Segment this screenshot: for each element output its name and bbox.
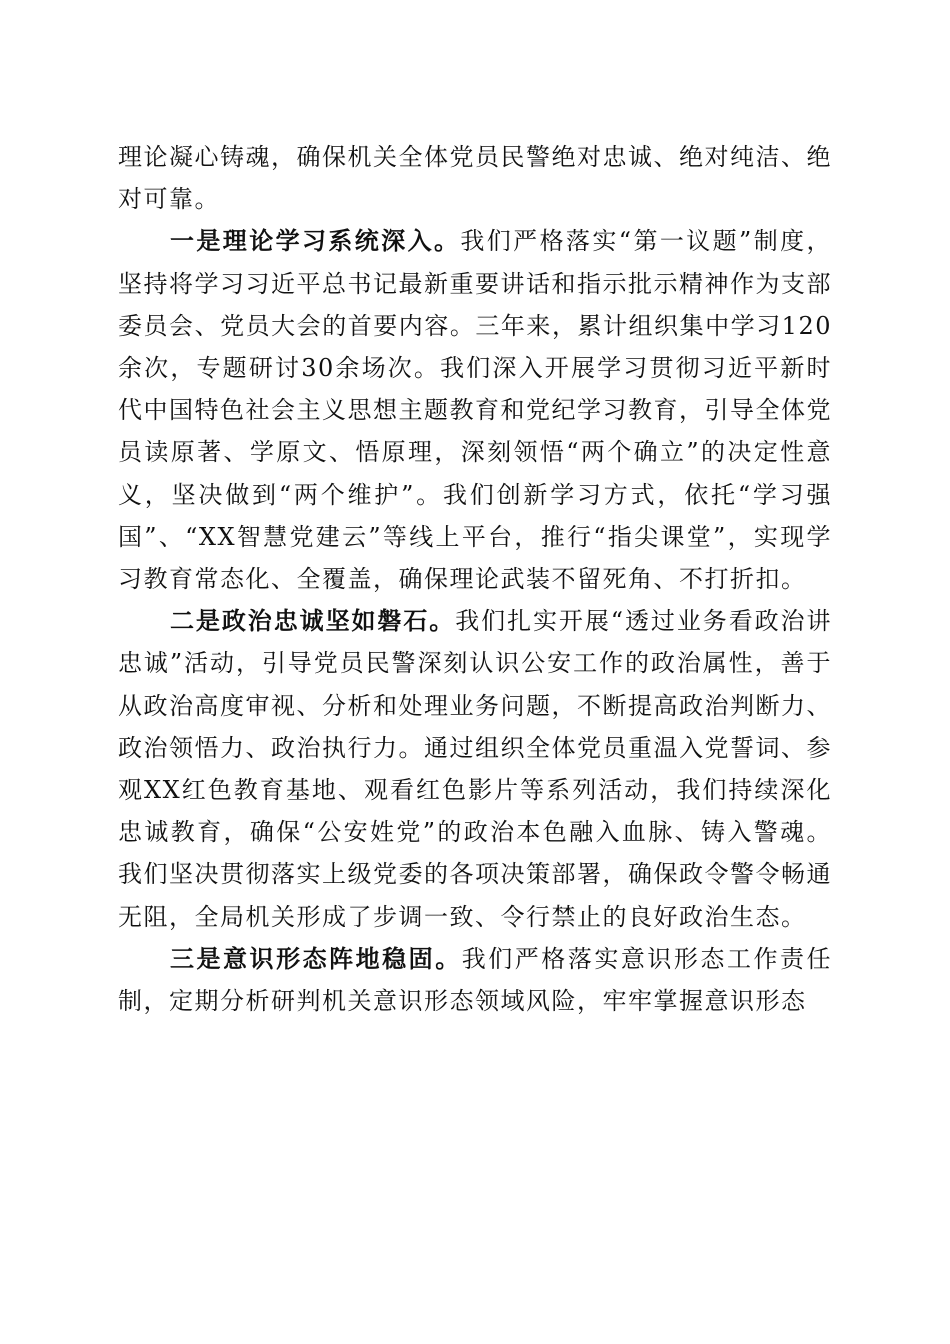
paragraph-text: 理论凝心铸魂，确保机关全体党员民警绝对忠诚、绝对纯洁、绝对可靠。 [118, 143, 832, 214]
paragraph-text: 我们严格落实意识形态工作责任制，定期分析研判机关意识形态领域风险，牢牢掌握意识形态 [118, 944, 833, 1016]
paragraph-text: 我们严格落实“第一议题”制度，坚持将学习习近平总书记最新重要讲话和指示批示精神作为支部委员会、党员大会的首要内容。三年来，累计组织集中学习120余次，专题研讨30余场次。我们深入开展学习贯彻习近平新时代中国特色社会主义思想主题教育和党纪学习教育，引导全体党员读原著、学原文、悟原理，深刻领悟“两个确立”的决定性意义，坚决做到“两个维护”。我们创新学习方式，依托“学习强国”、“XX智慧党建云”等线上平台，推行“指尖课堂”，实现学习教育常态化、全覆盖，确保理论武装不留死角、不打折扣。 [118, 227, 833, 594]
paragraph-continuation [118, 136, 832, 220]
paragraph-political-loyalty [118, 600, 832, 938]
paragraph-heading: 三是意识形态阵地稳固。 [170, 944, 462, 973]
paragraph-ideology [118, 938, 832, 1022]
paragraph-text: 我们扎实开展“透过业务看政治讲忠诚”活动，引导党员民警深刻认识公安工作的政治属性，善于从政治高度审视、分析和处理业务问题，不断提高政治判断力、政治领悟力、政治执行力。通过组织全体党员重温入党誓词、参观XX红色教育基地、观看红色影片等系列活动，我们持续深化忠诚教育，确保“公安姓党”的政治本色融入血脉、铸入警魂。我们坚决贯彻落实上级党委的各项决策部署，确保政令警令畅通无阻，全局机关形成了步调一致、令行禁止的良好政治生态。 [118, 607, 832, 931]
paragraph-heading: 一是理论学习系统深入。 [170, 227, 461, 256]
paragraph-theory-study [118, 220, 832, 600]
paragraph-heading: 二是政治忠诚坚如磐石。 [170, 607, 456, 636]
document-body [118, 136, 832, 1022]
